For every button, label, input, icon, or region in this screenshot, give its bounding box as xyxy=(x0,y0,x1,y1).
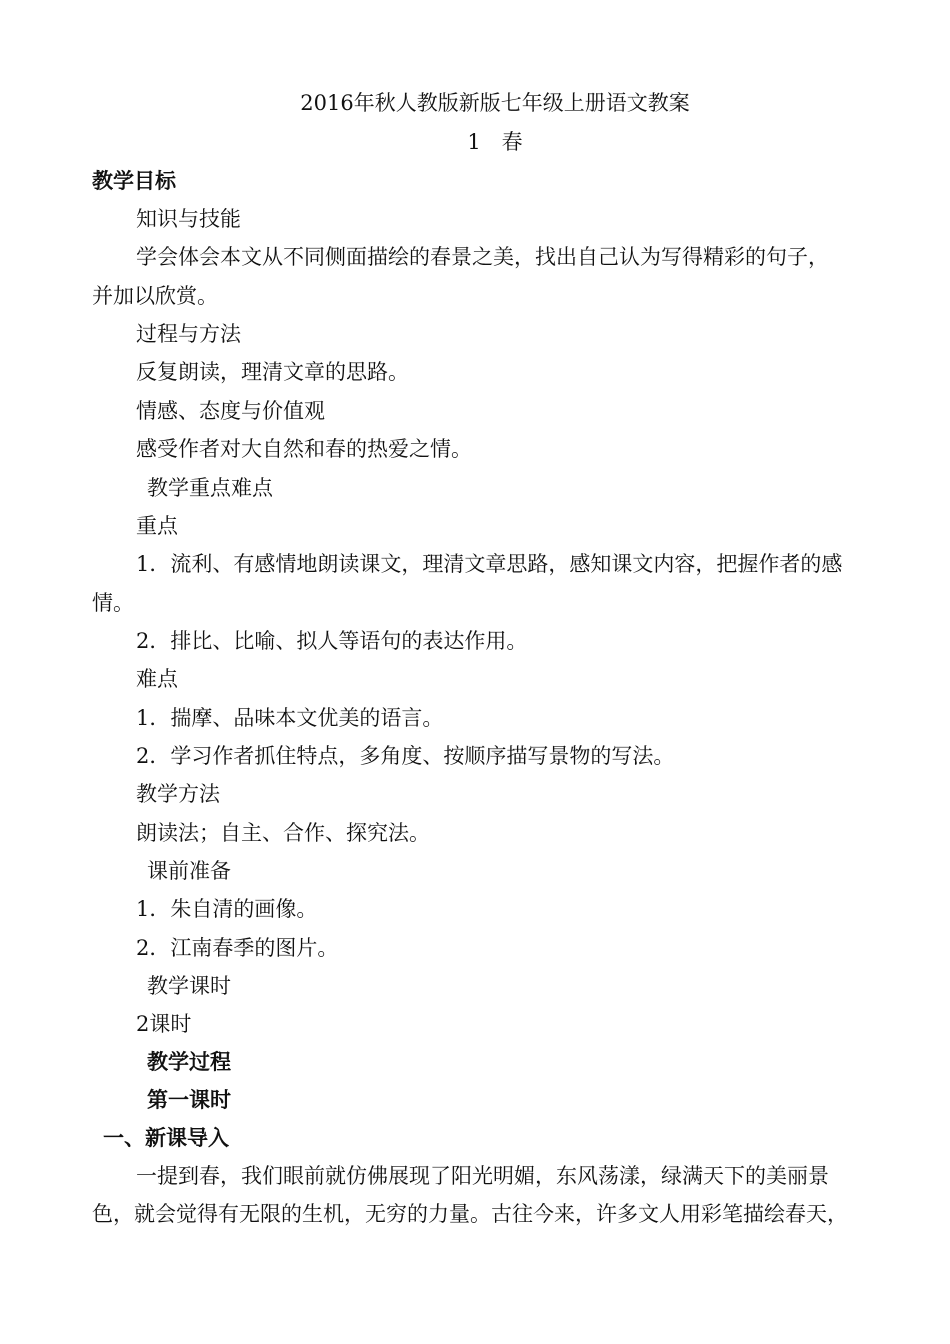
list-item: 1．流利、有感情地朗读课文，理清文章思路，感知课文内容，把握作者的感 xyxy=(136,552,843,576)
paragraph-line: 色，就会觉得有无限的生机，无穷的力量。古往今来，许多文人用彩笔描绘春天， xyxy=(92,1202,848,1226)
paragraph-line: 朗读法；自主、合作、探究法。 xyxy=(136,821,430,845)
list-item: 2．排比、比喻、拟人等语句的表达作用。 xyxy=(136,629,528,653)
heading-key-difficult: 教学重点难点 xyxy=(147,476,273,500)
list-item: 2．江南春季的图片。 xyxy=(136,936,339,960)
paragraph-line: 一提到春，我们眼前就仿佛展现了阳光明媚，东风荡漾，绿满天下的美丽景 xyxy=(136,1164,829,1188)
paragraph-line: 反复朗读，理清文章的思路。 xyxy=(136,360,409,384)
heading-objectives: 教学目标 xyxy=(92,169,176,193)
heading-first-lesson: 第一课时 xyxy=(147,1088,231,1112)
heading-intro: 一、新课导入 xyxy=(103,1126,229,1150)
heading-prep: 课前准备 xyxy=(147,859,231,883)
lesson-title: 1 春 xyxy=(467,130,523,154)
paragraph-line: 2课时 xyxy=(136,1012,192,1036)
subheading-difficult: 难点 xyxy=(136,667,178,691)
document-title: 2016年秋人教版新版七年级上册语文教案 xyxy=(300,91,690,115)
list-item: 2．学习作者抓住特点，多角度、按顺序描写景物的写法。 xyxy=(136,744,675,768)
heading-hours: 教学课时 xyxy=(147,974,231,998)
subheading-emotion: 情感、态度与价值观 xyxy=(136,399,325,423)
paragraph-line: 感受作者对大自然和春的热爱之情。 xyxy=(136,437,472,461)
list-item-continuation: 情。 xyxy=(92,591,134,615)
paragraph-line: 并加以欣赏。 xyxy=(92,284,218,308)
heading-process: 教学过程 xyxy=(147,1050,231,1074)
subheading-process: 过程与方法 xyxy=(136,322,241,346)
subheading-key: 重点 xyxy=(136,514,178,538)
paragraph-line: 学会体会本文从不同侧面描绘的春景之美，找出自己认为写得精彩的句子， xyxy=(136,245,829,269)
list-item: 1．朱自清的画像。 xyxy=(136,897,318,921)
subheading-knowledge: 知识与技能 xyxy=(136,207,241,231)
list-item: 1．揣摩、品味本文优美的语言。 xyxy=(136,706,444,730)
heading-method: 教学方法 xyxy=(136,782,220,806)
